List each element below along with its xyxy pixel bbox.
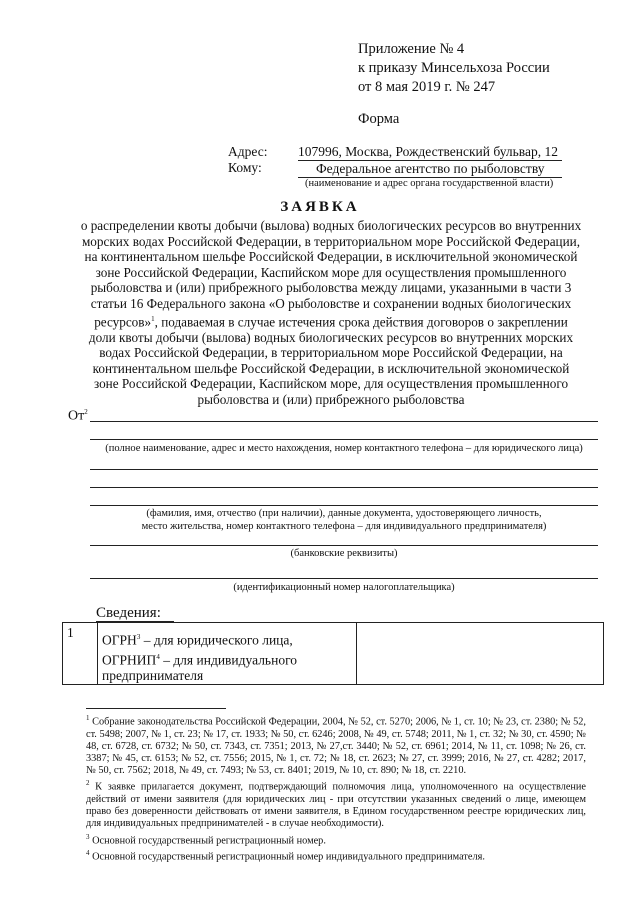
recipient-value: Федеральное агентство по рыболовству [298,161,562,178]
from-label: $От^2$ [68,408,88,424]
to-label: Кому: [228,160,262,175]
order-reference: к приказу Минсельхоза России [358,60,550,76]
table-row [63,623,604,685]
row-number: 1 [63,623,98,685]
from-line-5[interactable] [90,505,598,506]
footnote-separator [86,708,226,709]
row-value-cell[interactable] [357,623,604,685]
appendix-header [358,40,550,97]
info-table [62,622,604,685]
address-values [298,144,562,178]
recipient-note: (наименование и адрес органа государственной власти) [305,178,554,189]
footnote-4: $^4$ Основной государственный регистрационный номер индивидуального предпринимателя. [86,849,485,863]
footnote-3: $^3$ Основной государственный регистрационный номер. [86,832,326,847]
footnote-2: $^2$ К заявке прилагается документ, подтверждающий полномочия лица, уполномоченного на осуществление действий от имени заявителя (для юридических лиц - при отсутствии указанных сведений о лице, имеющем право без доверенности действовать от имени заявителя, в Едином государственном реестре юридических лиц, для индивидуальных предпринимателей - в случае необходимости). [86,779,586,830]
bank-line[interactable] [90,545,598,546]
from-line-4[interactable] [90,487,598,488]
section-heading: Сведения: [96,605,161,621]
document-subtitle [80,218,582,408]
subtitle-part-a: о распределении квоты добычи (вылова) водных биологических ресурсов во внутренних морских водах Российской Федерации, в территориальном море Российской Федерации, на континентальном шельфе Российской Федерации, в исключительной экономической зоне Российской Федерации, Каспийском море для осуществления промышленного рыболовства и (или) прибрежного рыболовства между лицами, указанными в части 3 статьи 16 Федерального закона «О рыболовстве и сохранении водных биологических ресурсов» [80,218,582,329]
address-label: Адрес: [228,144,268,159]
appendix-number: Приложение № 4 [358,41,465,57]
footnotes [86,712,586,864]
form-label: Форма [358,111,400,127]
from-line-3[interactable] [90,469,598,470]
footnote-1: $^1$ Собрание законодательства Российской Федерации, 2004, № 52, ст. 5270; 2006, № 1, ст. 10; № 23, ст. 2380; № 52, ст. 5498; 2007, № 1, ст. 23; № 17, ст. 1933; № 50, ст. 6246; 2008, № 49, ст. 5748; 2011, № 1, ст. 32; № 30, ст. 4590; № 48, ст. 6728, ст. 6732; № 50, ст. 7343, ст. 7351; 2013, № 27,ст. 3440; № 52, ст. 6961; 2014, № 11, ст. 1098; № 26, ст. 3387; № 45, ст. 6153; № 52, ст. 7556; 2015, № 1, ст. 72; № 18, ст. 2623; № 27, ст. 3999; 2016, № 27, ст. 4282; 2017, № 50, ст. 7562; 2018, № 49, ст. 7493; № 53, ст. 8401; 2019, № 10, ст. 890; № 18, ст. 2210. [86,714,586,777]
bank-note: (банковские реквизиты) [290,548,398,559]
inn-note: (идентификационный номер налогоплательщика) [233,582,455,593]
from-line-2[interactable] [90,439,598,440]
subtitle-part-b: , подаваемая в случае истечения срока действия договоров о закреплении доли квоты добычи (вылова) водных биологических ресурсов во внутренних морских водах Российской Федерации, в территориальном море Российской Федерации, на континентальном шельфе Российской Федерации, в исключительной экономической зоне Российской Федерации, Каспийском море, для осуществления промышленного рыболовства и (или) прибрежного рыболовства [88,313,574,407]
footnote-ref-2: 2 [84,408,88,416]
entrepreneur-note: (фамилия, имя, отчество (при наличии), данные документа, удостоверяющего личность, место жительства, номер контактного телефона – для индивидуального предпринимателя) [141,508,547,532]
legal-entity-note: (полное наименование, адрес и место нахождения, номер контактного телефона – для юридического лица) [105,443,583,454]
from-line-1[interactable] [90,421,598,422]
document-title: ЗАЯВКА [280,199,360,215]
address-value: 107996, Москва, Рождественский бульвар, 12 [298,144,562,161]
address-labels [228,144,267,176]
inn-line[interactable] [90,578,598,579]
order-date: от 8 мая 2019 г. № 247 [358,79,496,95]
footnote-ref-1: 1 [151,314,155,323]
row-label: ОГРН$^3$ – для юридического лица, ОГРНИП$^4$ – для индивидуального предпринимателя [98,623,357,685]
